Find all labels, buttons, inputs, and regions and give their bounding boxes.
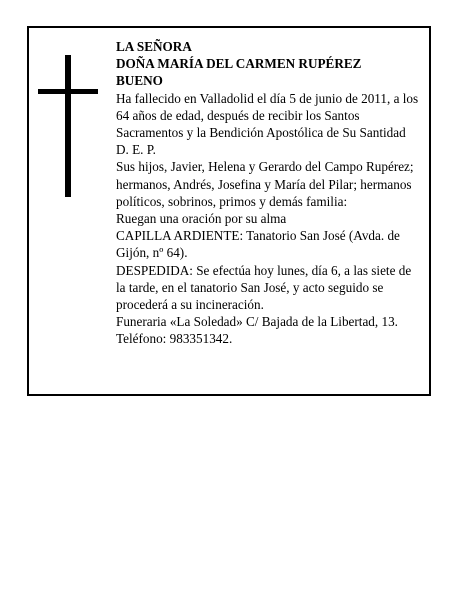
chapel-info: CAPILLA ARDIENTE: Tanatorio San José (Avda. de Gijón, nº 64). [116, 228, 400, 261]
farewell-info: DESPEDIDA: Se efectúa hoy lunes, día 6, a las siete de la tarde, en el tanatorio San José, y acto seguido se procederá a su incineración. [116, 262, 412, 313]
deceased-surname: BUENO [116, 73, 163, 89]
phone-number: Teléfono: 983351342. [116, 331, 233, 347]
cross-horizontal-bar [38, 89, 98, 94]
obituary-text [116, 38, 422, 348]
cross-vertical-bar [65, 55, 71, 197]
heading-title: LA SEÑORA [116, 39, 192, 54]
deceased-name: DOÑA MARÍA DEL CARMEN RUPÉREZ [116, 56, 362, 72]
cross-icon [38, 55, 98, 197]
death-notice: Ha fallecido en Valladolid el día 5 de junio de 2011, a los 64 años de edad, después de recibir los Santos Sacramentos y la Bendición Apostólica de Su Santidad [116, 90, 419, 141]
family-list: Sus hijos, Javier, Helena y Gerardo del Campo Rupérez; hermanos, Andrés, Josefina y María del Pilar; hermanos políticos, sobrinos, primos y demás familia: [116, 159, 414, 209]
prayer-request: Ruegan una oración por su alma [116, 211, 287, 227]
rip-abbreviation: D. E. P. [116, 142, 156, 158]
funeral-home: Funeraria «La Soledad» C/ Bajada de la Libertad, 13. [116, 314, 398, 330]
